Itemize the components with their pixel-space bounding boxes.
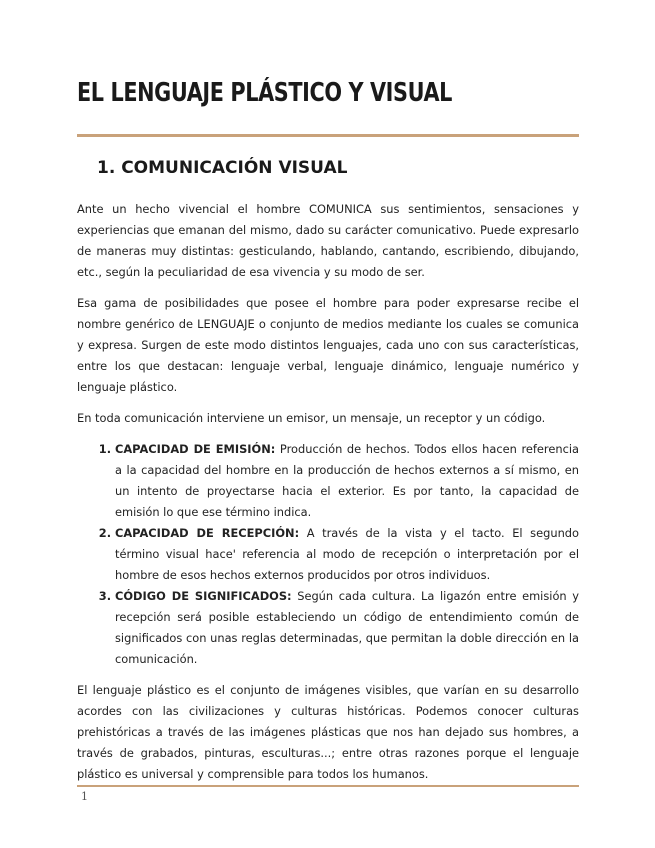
footer-divider: [77, 785, 579, 787]
closing-paragraph: El lenguaje plástico es el conjunto de imágenes visibles, que varían en su desarrollo acordes con las civilizaciones y culturas históricas. Podemos conocer culturas prehistóricas a través de las imágenes plásticas que nos han dejado sus hombres, a través de grabados, pinturas, esculturas...; entre otras razones porque el lenguaje plástico es universal y comprensible para todos los humanos.: [77, 683, 579, 781]
page-number: 1: [81, 790, 88, 803]
list-item: [115, 586, 579, 670]
document-page: [77, 0, 579, 848]
section-heading: 1. COMUNICACIÓN VISUAL: [97, 158, 348, 178]
list-item-text: Producción de hechos. Todos ellos hacen referencia a la capacidad del hombre en la producción de hechos externos a sí mismo, en un intento de proyectarse hacia el exterior. Es por tanto, la capacidad de emisión lo que ese término indica.: [115, 442, 580, 519]
list-item: [115, 523, 579, 586]
list-item-term: CÓDIGO DE SIGNIFICADOS:: [115, 589, 292, 603]
body-text: [77, 199, 579, 795]
paragraph-1: Ante un hecho vivencial el hombre COMUNICA sus sentimientos, sensaciones y experiencias que emanan del mismo, dado su carácter comunicativo. Puede expresarlo de maneras muy distintas: gesticulando, hablando, cantando, escribiendo, dibujando, etc., según la peculiaridad de esa vivencia y su modo de ser.: [77, 202, 579, 279]
list-item: [115, 439, 579, 523]
list-item-text: A través de la vista y el tacto. El segundo término visual hace' referencia al modo de recepción o interpretación por el hombre de esos hechos externos producidos por otros individuos.: [115, 526, 579, 582]
document-title: EL LENGUAJE PLÁSTICO Y VISUAL: [77, 78, 452, 108]
paragraph-2: Esa gama de posibilidades que posee el hombre para poder expresarse recibe el nombre genérico de LENGUAJE o conjunto de medios mediante los cuales se comunica y expresa. Surgen de este modo distintos lenguajes, cada uno con sus características, entre los que destacan: lenguaje verbal, lenguaje dinámico, lenguaje numérico y lenguaje plástico.: [77, 296, 579, 394]
title-divider: [77, 134, 579, 137]
list-item-text: Según cada cultura. La ligazón entre emisión y recepción será posible estableciendo un código de entendimiento común de significados con unas reglas determinadas, que permitan la doble dirección en la comunicación.: [115, 589, 579, 666]
paragraph-3: En toda comunicación interviene un emisor, un mensaje, un receptor y un código.: [77, 411, 546, 425]
list-item-term: CAPACIDAD DE EMISIÓN:: [115, 442, 276, 456]
numbered-list: [77, 439, 579, 670]
list-item-term: CAPACIDAD DE RECEPCIÓN:: [115, 526, 300, 540]
